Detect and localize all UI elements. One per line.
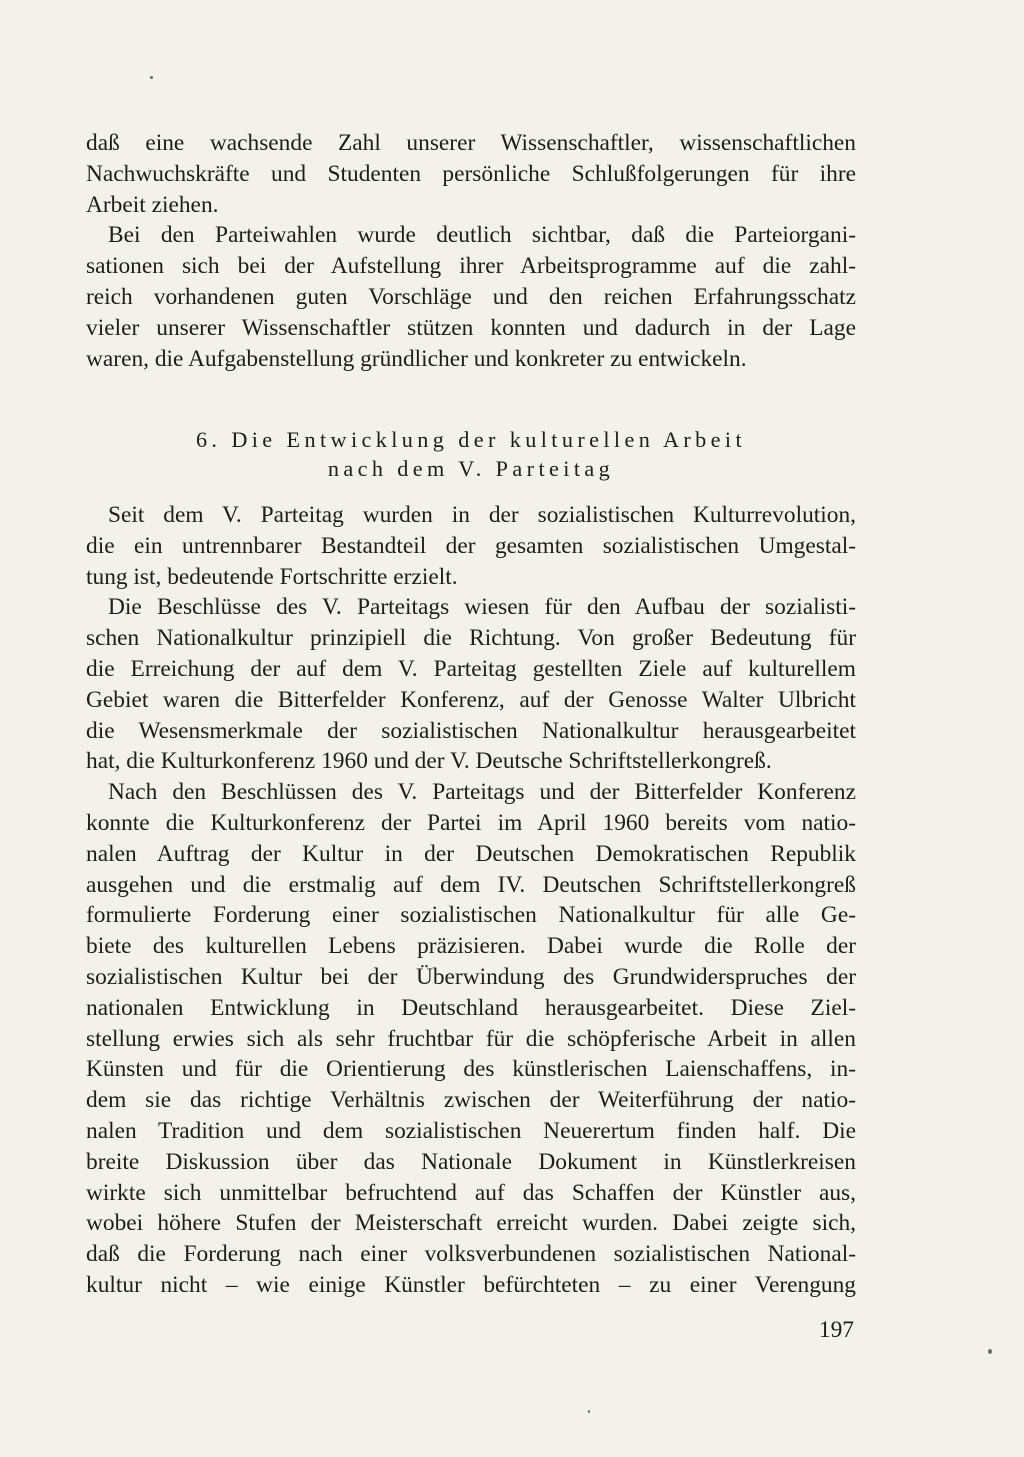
print-speck	[150, 76, 153, 79]
paragraph	[86, 220, 856, 374]
section-heading-line-1: 6. Die Entwicklung der kulturellen Arbeit	[195, 427, 747, 452]
text-line: sationen sich bei der Aufstellung ihrer Arbeitsprogramme auf die zahl-	[86, 253, 856, 280]
text-block-body	[86, 500, 856, 1301]
text-line: Gebiet waren die Bitterfelder Konferenz, auf der Genosse Walter Ulbricht	[86, 686, 856, 713]
text-line: nalen Tradition und dem sozialistischen Neuerertum finden half. Die	[86, 1117, 856, 1144]
text-line: daß die Forderung nach einer volksverbundenen sozialistischen National-	[86, 1241, 856, 1268]
text-line: Bei den Parteiwahlen wurde deutlich sichtbar, daß die Parteiorgani-	[108, 222, 856, 249]
text-line: Die Beschlüsse des V. Parteitags wiesen für den Aufbau der sozialisti-	[108, 594, 856, 621]
text-line: formulierte Forderung einer sozialistischen Nationalkultur für alle Ge-	[86, 902, 856, 929]
text-line: biete des kulturellen Lebens präzisieren. Dabei wurde die Rolle der	[86, 933, 856, 960]
section-heading-line-2: nach dem V. Parteitag	[327, 456, 615, 481]
text-line: daß eine wachsende Zahl unserer Wissenschaftler, wissenschaftlichen	[86, 130, 856, 156]
text-line: die ein untrennbarer Bestandteil der gesamten sozialistischen Umgestal-	[86, 532, 856, 559]
text-line: sozialistischen Kultur bei der Überwindung des Grundwiderspruches der	[86, 963, 856, 990]
text-line: ausgehen und die erstmalig auf dem IV. Deutschen Schriftstellerkongreß	[86, 871, 856, 898]
text-line: dem sie das richtige Verhältnis zwischen der Weiterführung der natio-	[86, 1087, 856, 1114]
print-speck	[988, 1349, 992, 1354]
text-line: die Wesensmerkmale der sozialistischen Nationalkultur herausgearbeitet	[86, 717, 856, 744]
text-line: die Erreichung der auf dem V. Parteitag gestellten Ziele auf kulturellem	[86, 655, 856, 682]
text-line: Nach den Beschlüssen des V. Parteitags und der Bitterfelder Konferenz	[108, 779, 856, 806]
paragraph	[86, 128, 856, 220]
text-line: Nachwuchskräfte und Studenten persönliche Schlußfolgerungen für ihre	[86, 160, 856, 187]
paragraph	[86, 592, 856, 777]
text-line: nationalen Entwicklung in Deutschland herausgearbeitet. Diese Ziel-	[86, 994, 856, 1021]
paragraph	[86, 777, 856, 1301]
text-block-top	[86, 128, 856, 374]
text-line: stellung erwies sich als sehr fruchtbar für die schöpferische Arbeit in allen	[86, 1025, 856, 1052]
paragraph	[86, 500, 856, 592]
text-line: nalen Auftrag der Kultur in der Deutschen Demokratischen Republik	[86, 840, 856, 867]
text-line: Künsten und für die Orientierung des künstlerischen Laienschaffens, in-	[86, 1056, 856, 1083]
text-line: tung ist, bedeutende Fortschritte erzielt.	[86, 563, 458, 590]
text-line: wobei höhere Stufen der Meisterschaft erreicht wurden. Dabei zeigte sich,	[86, 1210, 856, 1237]
text-line: konnte die Kulturkonferenz der Partei im April 1960 bereits vom natio-	[86, 809, 856, 836]
text-line: waren, die Aufgabenstellung gründlicher und konkreter zu entwickeln.	[86, 345, 747, 372]
text-line: schen Nationalkultur prinzipiell die Richtung. Von großer Bedeutung für	[86, 625, 856, 652]
text-line: Seit dem V. Parteitag wurden in der sozialistischen Kulturrevolution,	[108, 502, 856, 528]
text-line: breite Diskussion über das Nationale Dokument in Künstlerkreisen	[86, 1148, 856, 1175]
text-line: Arbeit ziehen.	[86, 191, 219, 218]
text-line: vieler unserer Wissenschaftler stützen konnten und dadurch in der Lage	[86, 314, 856, 341]
text-line: kultur nicht – wie einige Künstler befürchteten – zu einer Verengung	[86, 1271, 856, 1298]
text-line: reich vorhandenen guten Vorschläge und den reichen Erfahrungsschatz	[86, 283, 856, 310]
text-line: wirkte sich unmittelbar befruchtend auf das Schaffen der Künstler aus,	[86, 1179, 856, 1206]
page-number: 197	[818, 1317, 854, 1343]
print-speck	[588, 1410, 590, 1413]
section-heading	[86, 425, 856, 483]
text-line: hat, die Kulturkonferenz 1960 und der V. Deutsche Schriftstellerkongreß.	[86, 748, 772, 775]
